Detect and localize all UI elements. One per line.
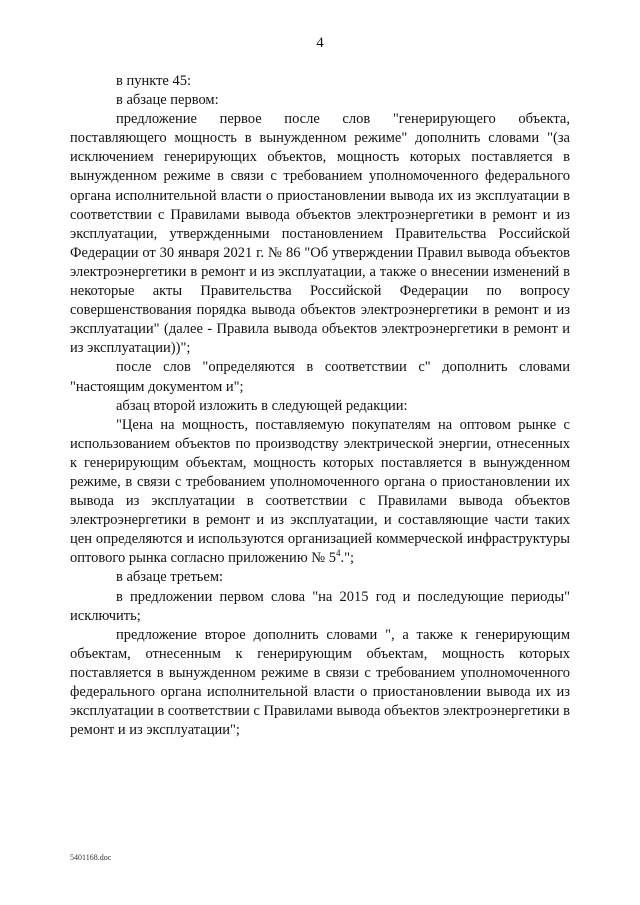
paragraph-first-abzac: в абзаце первом: [116,92,219,109]
footer-document-code: 5401168.doc [70,853,112,862]
price-clause-tail: ."; [340,550,355,567]
paragraph-item-45: в пункте 45: [116,73,192,89]
paragraph-second-abzac: абзац второй изложить в следующей редакции: [116,397,408,414]
paragraph-sentence-one-amendment: предложение первое после слов "генерирующего объекта, поставляющего мощность в вынужденном режиме" дополнить словами "(за исключением генерирующих объектов, мощность которых поставляется в вынужденном режиме в связи с требованием уполномоченного федерального органа исполнительной власти о приостановлении вывода их из эксплуатации в соответствии с Правилами вывода объектов электроэнергетики в ремонт и из эксплуатации, утвержденными постановлением Правительства Российской Федерации от 30 января 2021 г. № 86 "Об утверждении Правил вывода объектов электроэнергетики в ремонт и из эксплуатации, а также о внесении изменений в некоторые акты Правительства Российской Федерации по вопросу совершенствования порядка вывода объектов электроэнергетики в ремонт и из эксплуатации" (далее - Правила вывода объектов электроэнергетики в ремонт и из эксплуатации))"; [70,111,570,357]
paragraph-price-clause [70,416,570,569]
page-number: 4 [316,35,324,51]
paragraph-sentence-two-amendment: предложение второе дополнить словами ", а также к генерирующим объектам, отнесенным к генерирующим объектам, мощность которых поставляется в вынужденном режиме в связи с требованием уполномоченного федерального органа исполнительной власти о приостановлении вывода их из эксплуатации в соответствии с Правилами вывода объектов электроэнергетики в ремонт и из эксплуатации"; [70,626,570,739]
paragraph-third-abzac: в абзаце третьем: [116,569,224,586]
document-body [70,72,570,740]
footnote-superscript: 4 [335,548,341,559]
paragraph-after-words-amendment: после слов "определяются в соответствии с" дополнить словами "настоящим документом и"; [70,359,570,395]
paragraph-sentence-one-exclude: в предложении первом слова "на 2015 год и последующие периоды" исключить; [70,588,570,624]
price-clause-text: "Цена на мощность, поставляемую покупателям на оптовом рынке с использованием объектов по производству электрической энергии, отнесенных к генерирующим объектам, мощность которых поставляется в вынужденном режиме, в связи с требованием уполномоченного органа о приостановлении их вывода из эксплуатации в соответствии с Правилами вывода объектов электроэнергетики в ремонт и из эксплуатации, и составляющие части таких цен определяются и используются организацией коммерческой инфраструктуры оптового рынка согласно приложению № 5 [70,416,570,567]
